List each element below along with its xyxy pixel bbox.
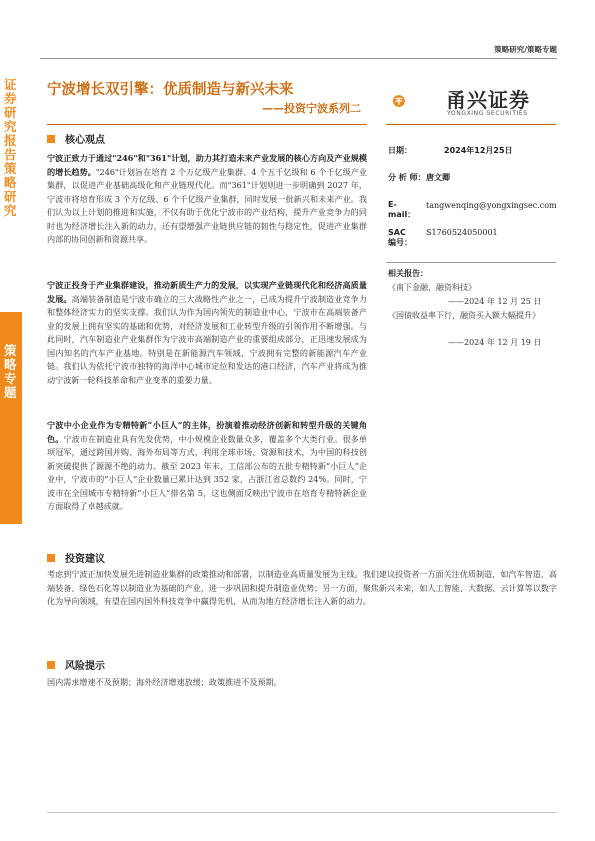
- related-rule: [386, 262, 556, 263]
- paragraph-3-lead: 宁波中小企业作为专精特新“小巨人”的主体，扮演着推动经济创新和转型升级的关键角色。: [47, 420, 367, 444]
- section-risk-title: 风险提示: [65, 661, 105, 672]
- paragraph-3: [47, 419, 367, 514]
- report-subtitle: ——投资宁波系列二: [262, 102, 361, 115]
- header-rule: [40, 58, 557, 59]
- analyst-name: 唐文卿: [426, 173, 450, 182]
- paragraph-1: [47, 152, 367, 247]
- logo-text-cn: 甬兴证券: [446, 88, 530, 112]
- info-rule: [386, 124, 556, 125]
- paragraph-2-lead: 宁波正投身于产业集群建设，推动新质生产力的发展，以实现产业链现代化和经济高质量发展。: [47, 280, 367, 304]
- logo-text-en: YONGXING SECURITIES: [447, 110, 528, 117]
- section-invest-title: 投资建议: [65, 554, 105, 565]
- related-item-1[interactable]: 《南下金融，融资科技》: [388, 283, 476, 292]
- analyst-label: 分 析 师：: [388, 173, 426, 182]
- email-label: E-mail：: [388, 200, 416, 219]
- section-bullet-icon: [47, 135, 55, 143]
- sac-row: [388, 228, 558, 248]
- paragraph-2: [47, 279, 367, 387]
- paragraph-2-body: 高端装备制造是宁波市确立的三大战略性产业之一，已成为提升宁波制造业竞争力和整体经济实力的坚实支撑。我们认为作为国内领先的制造业中心，宁波市在高端装备产业的发展上拥有坚实的基础和优势，对经济发展和工业转型升级的引领作用不断增强。与此同时，汽车制造业产业集群作为宁波市高端制造产业的重要组成部分，正迅速发展成为国内知名的汽车产业基地。特别是在新能源汽车领域，宁波拥有完整的新能源汽车产业链。我们认为依托宁波市独特的海洋中心城市定位和发达的港口经济，汽车产业将成为推动宁波新一轮科技革命和产业变革的重要力量。: [47, 293, 367, 385]
- date-value: 2024年12月25日: [444, 146, 513, 155]
- section-bullet-icon: [47, 554, 55, 562]
- section-bullet-icon: [47, 661, 55, 669]
- section-core-title: 核心观点: [65, 135, 105, 146]
- footer-rule: [47, 812, 557, 813]
- date-label: 日期：: [388, 146, 412, 155]
- risk-paragraph: 国内需求增速不及预期；海外经济增速放缓；政策推进不及预期。: [47, 677, 282, 687]
- section-invest: [47, 550, 105, 565]
- related-label: 相关报告：: [388, 269, 428, 278]
- email-value[interactable]: tangwenqing@yongxingsec.com: [426, 201, 557, 210]
- sac-value: S1760524050001: [426, 228, 498, 237]
- sac-label: SAC 编号：: [388, 228, 412, 247]
- side-label-top: 证券研究报告策略研究: [4, 77, 17, 218]
- invest-paragraph: 考虑到宁波正加快发展先进制造业集群的政策推动和部署，以制造业高质量发展为主线。我们建议投资者一方面关注优质制造，如汽车智造、高端装备、绿色石化等以制造业为基础的产业，进一步巩固和提升制造业优势；另一方面，聚焦新兴未来，如人工智能、大数据、云计算等以数字化为导向领域，有望在国内国外科技竞争中赢得先机，从而为地方经济增长注入新的动力。: [47, 569, 557, 606]
- report-category: 策略研究/策略专题: [494, 45, 557, 54]
- analyst-row: [388, 172, 558, 183]
- company-logo-icon: [392, 78, 442, 124]
- paragraph-1-lead: 宁波正致力于通过"246"和"361"计划，助力其打造未来产业发展的核心方向及产业规模的增长趋势。: [47, 153, 367, 177]
- related-item-2-date: ——2024 年 12 月 19 日: [448, 338, 542, 347]
- section-risk: [47, 657, 105, 672]
- paragraph-1-body: "246"计划旨在培育 2 个万亿级产业集群、4 个五千亿级和 6 个千亿级产业集群，以促进产业基础高级化和产业链现代化。而"361"计划则进一步明确到 2027 年，宁波市将培育形成 3 个万亿级、6 个千亿级产业集群，同时发展一批新兴和未来产业。我们认为以上计划的推进和实施，不仅有助于优化宁波市的产业结构，提升产业竞争力的同时也为经济增长注入新的动力，还有望增强产业链供应链的韧性与稳定性，促进产业集群内部的协同创新和资源共享。: [47, 166, 367, 244]
- title-rule: [47, 124, 367, 125]
- side-label-band: 策略专题: [4, 343, 17, 400]
- paragraph-3-body: 宁波市在制造业具有先发优势，中小规模企业数量众多，覆盖多个大类行业。很多单项冠军，通过跨国并购、海外布局等方式，利用全球市场、资源和技术，为中国的科技创新突破提供了源源不绝的动力。截至 2023 年末，工信部公布的五批专精特新“小巨人”企业中，宁波市的“小巨人”企业数量已累计达到 352 家，占浙江省总数约 24%。同时，宁波市在全国城市专精特新“小巨人”排名第 5，这也侧面反映出宁波市在培育专精特新企业方面取得了卓越成就。: [47, 433, 367, 511]
- section-core: [47, 131, 105, 146]
- report-title: 宁波增长双引擎：优质制造与新兴未来: [47, 82, 294, 98]
- related-item-1-date: ——2024 年 12 月 25 日: [448, 297, 542, 306]
- date-row: [388, 145, 558, 156]
- related-item-2[interactable]: 《国债收益率下行，融资买入额大幅提升》: [388, 311, 540, 320]
- email-row: [388, 200, 558, 220]
